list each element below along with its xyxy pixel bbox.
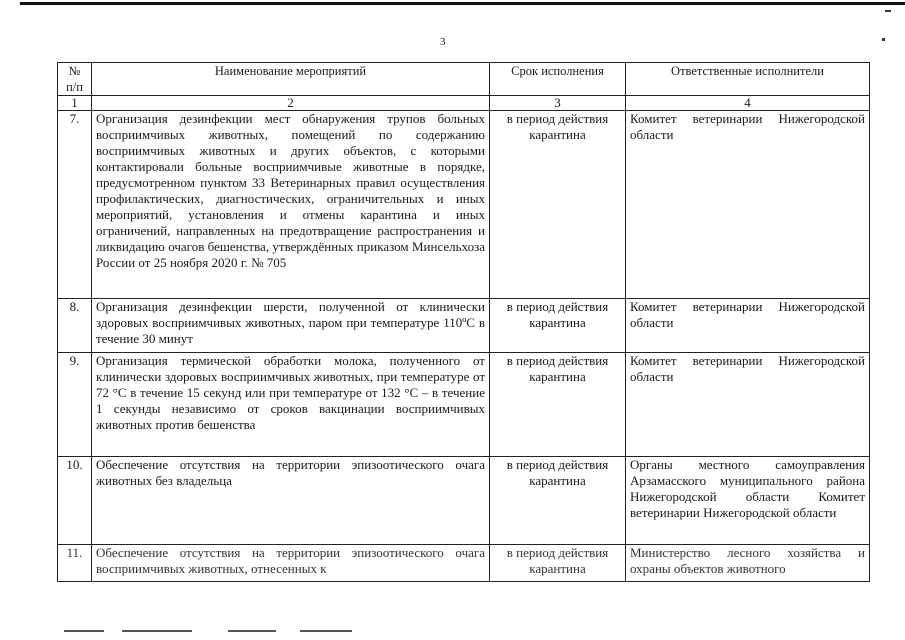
row-description: Обеспечение отсутствия на территории эпизоотического очага восприимчивых животных, отнесенных к bbox=[92, 545, 490, 582]
top-scan-border bbox=[20, 2, 905, 5]
col-index-2: 2 bbox=[92, 96, 490, 111]
col-index-4: 4 bbox=[626, 96, 870, 111]
header-name: Наименование мероприятий bbox=[92, 63, 490, 96]
row-term: в период действия карантина bbox=[490, 353, 626, 457]
scan-dot bbox=[882, 38, 885, 41]
header-num: № п/п bbox=[58, 63, 92, 96]
table-row bbox=[58, 545, 870, 582]
column-index-row bbox=[58, 96, 870, 111]
scan-artifact bbox=[64, 630, 104, 632]
measures-table bbox=[57, 62, 870, 582]
row-description: Организация термической обработки молока, полученного от клинически здоровых восприимчивых животных, при температуре от 72 °С в течение 15 секунд или при температуре от 132 °С – в течение 1 секунды независимо от сроков вакцинации восприимчивых животных против бешенства bbox=[92, 353, 490, 457]
row-responsible: Органы местного самоуправления Арзамасского муниципального района Нижегородской области Комитет ветеринарии Нижегородской области bbox=[626, 457, 870, 545]
table-header-row bbox=[58, 63, 870, 96]
row-number: 11. bbox=[58, 545, 92, 582]
table-row bbox=[58, 353, 870, 457]
page-number: 3 bbox=[440, 36, 446, 48]
header-term: Срок исполнения bbox=[490, 63, 626, 96]
row-term: в период действия карантина bbox=[490, 545, 626, 582]
row-description: Обеспечение отсутствия на территории эпизоотического очага животных без владельца bbox=[92, 457, 490, 545]
row-number: 10. bbox=[58, 457, 92, 545]
row-responsible: Комитет ветеринарии Нижегородской области bbox=[626, 111, 870, 299]
row-term: в период действия карантина bbox=[490, 457, 626, 545]
page-cut-off bbox=[57, 606, 869, 640]
col-index-3: 3 bbox=[490, 96, 626, 111]
scan-artifact bbox=[122, 630, 192, 632]
scan-artifact bbox=[300, 630, 352, 632]
row-responsible: Комитет ветеринарии Нижегородской области bbox=[626, 299, 870, 353]
table-row bbox=[58, 111, 870, 299]
row-number: 8. bbox=[58, 299, 92, 353]
scan-artifact bbox=[228, 630, 276, 632]
row-responsible: Комитет ветеринарии Нижегородской области bbox=[626, 353, 870, 457]
col-index-1: 1 bbox=[58, 96, 92, 111]
row-number: 7. bbox=[58, 111, 92, 299]
row-description: Организация дезинфекции шерсти, полученной от клинически здоровых восприимчивых животных, паром при температуре 110ºС в течение 30 минут bbox=[92, 299, 490, 353]
row-term: в период действия карантина bbox=[490, 299, 626, 353]
row-number: 9. bbox=[58, 353, 92, 457]
row-term: в период действия карантина bbox=[490, 111, 626, 299]
table-row bbox=[58, 457, 870, 545]
row-description: Организация дезинфекции мест обнаружения трупов больных восприимчивых животных, помещений по содержанию восприимчивых животных и других объектов, с которыми контактировали больные восприимчивые животные в порядке, предусмотренном пунктом 33 Ветеринарных правил осуществления профилактических, диагностических, ограничительных и иных мероприятий, установления и отмены карантина и иных ограничений, направленных на предотвращение распространения и ликвидацию очагов бешенства, утверждённых приказом Минсельхоза России от 25 ноября 2020 г. № 705 bbox=[92, 111, 490, 299]
table-row bbox=[58, 299, 870, 353]
scan-mark bbox=[885, 10, 891, 12]
row-responsible: Министерство лесного хозяйства и охраны объектов животного bbox=[626, 545, 870, 582]
header-responsible: Ответственные исполнители bbox=[626, 63, 870, 96]
